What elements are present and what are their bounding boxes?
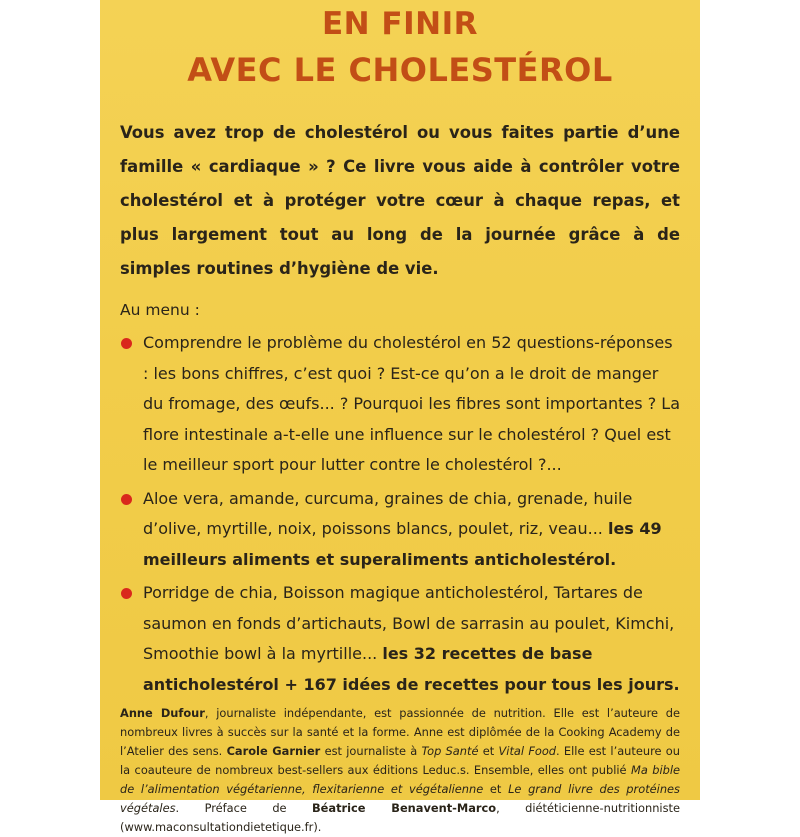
bullet-dot-icon	[121, 338, 132, 349]
menu-item-text: Comprendre le problème du cholestérol en 52 questions-réponses : les bons chiffres, c’est quoi ? Est-ce qu’on a le droit de manger du fromage, des œufs... ? Pourquoi les fibres sont importantes ? La flore intestinale a-t-elle une influence sur le cholestérol ? Quel est le meilleur sport pour lutter contre le cholestérol ?...	[143, 333, 681, 474]
prefacer-text: , diététicienne-nutritionniste (www.maconsultationdietetique.fr).	[120, 801, 681, 834]
author-text-carole: est journaliste à	[324, 744, 418, 758]
menu-item-bold: les 49 meilleurs aliments et superaliments anticholestérol.	[143, 519, 662, 569]
prefacer-name: Béatrice Benavent-Marco	[311, 801, 497, 815]
magazine-top-sante: Top Santé	[421, 744, 479, 758]
title-line-2: AVEC LE CHOLESTÉROL	[187, 51, 613, 89]
menu-item-questions	[120, 328, 680, 481]
author-bio	[120, 704, 680, 837]
bullet-dot-icon	[121, 588, 132, 599]
book-title-2: Le grand livre des protéines végétales	[120, 782, 680, 815]
menu-list	[120, 328, 680, 700]
author-name-carole: Carole Garnier	[226, 744, 321, 758]
preface-text: . Préface de	[175, 801, 287, 815]
author-text-carole-2: . Elle est l’auteure ou la coauteure de nombreux best-sellers aux éditions Leduc.s. Ensemble, elles ont publié	[120, 744, 680, 777]
book-title-1: Ma bible de l’alimentation végétarienne, flexitarienne et végétalienne	[120, 763, 681, 796]
intro-paragraph: Vous avez trop de cholestérol ou vous faites partie d’une famille « cardiaque » ? Ce livre vous aide à contrôler votre cholestérol et à protéger votre cœur à chaque repas, et plus largement tout au long de la journée grâce à de simples routines d’hygiène de vie.	[120, 123, 680, 278]
menu-item-aliments	[120, 484, 680, 576]
bullet-dot-icon	[121, 494, 132, 505]
menu-item-recettes	[120, 578, 680, 700]
book-back-cover	[100, 0, 700, 834]
conjunction-2: et	[489, 782, 502, 796]
magazine-vital-food: Vital Food	[498, 744, 557, 758]
menu-item-text: Porridge de chia, Boisson magique anticholestérol, Tartares de saumon en fonds d’artichauts, Bowl de sarrasin au poulet, Kimchi, Smoothie bowl à la myrtille...	[143, 583, 675, 663]
author-name-anne: Anne Dufour	[120, 706, 205, 720]
conjunction: et	[482, 744, 495, 758]
title-line-1: EN FINIR	[322, 6, 478, 42]
menu-item-text: Aloe vera, amande, curcuma, graines de chia, grenade, huile d’olive, myrtille, noix, poissons blancs, poulet, riz, veau...	[143, 488, 633, 538]
menu-item-bold: les 32 recettes de base anticholestérol + 167 idées de recettes pour tous les jours.	[143, 644, 680, 694]
author-text-anne: , journaliste indépendante, est passionnée de nutrition. Elle est l’auteure de nombreux livres à succès sur la santé et la forme. Anne est diplômée de la Cooking Academy de l’Atelier des sens.	[120, 706, 680, 758]
menu-heading: Au menu :	[120, 301, 200, 319]
